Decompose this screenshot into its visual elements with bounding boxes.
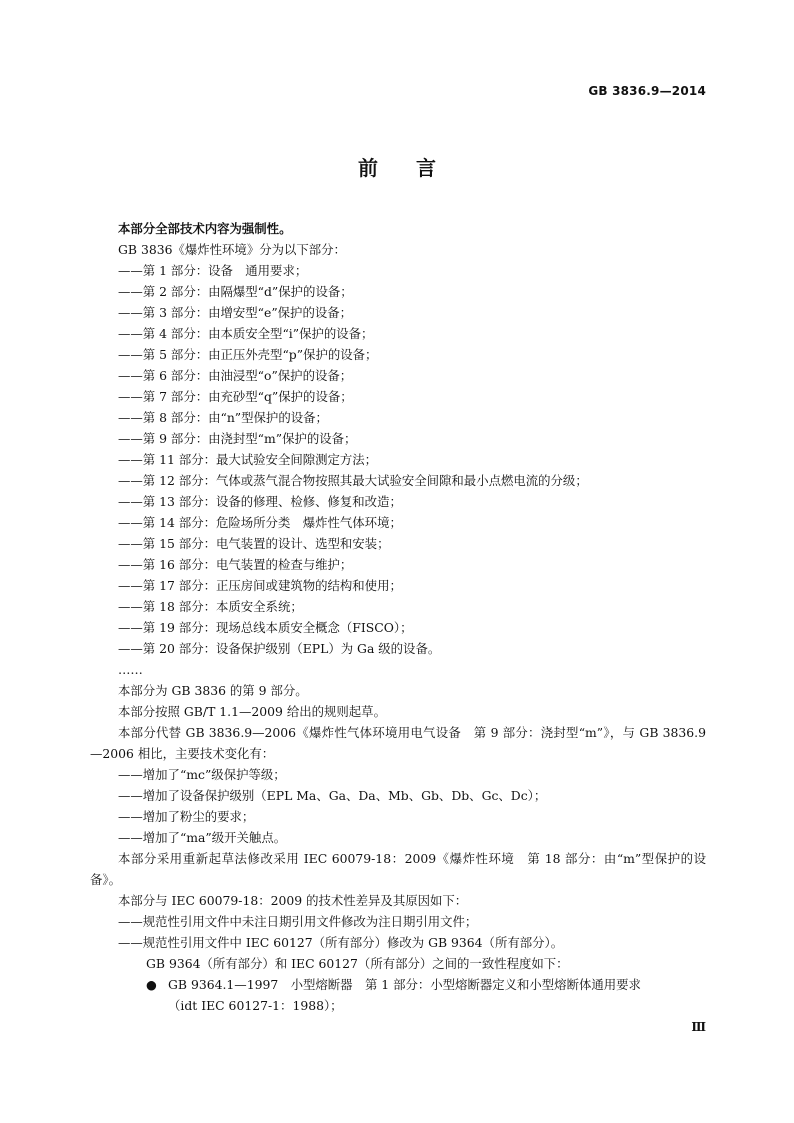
list-item-part: ——第 13 部分：设备的修理、检修、修复和改造； <box>118 494 402 509</box>
list-item-change: ——增加了“ma”级开关触点。 <box>118 830 287 845</box>
page-number: Ⅲ <box>691 1020 706 1034</box>
drafting-statement: 本部分按照 GB/T 1.1—2009 给出的规则起草。 <box>118 704 386 719</box>
ellipsis: …… <box>118 662 143 677</box>
bullet-text: GB 9364.1—1997 小型熔断器 第 1 部分：小型熔断器定义和小型熔断体通用要求 <box>168 977 641 992</box>
differences-intro: 本部分与 IEC 60079-18：2009 的技术性差异及其原因如下： <box>118 893 468 908</box>
list-item-change: ——增加了设备保护级别（EPL Ma、Ga、Da、Mb、Gb、Db、Gc、Dc）； <box>118 788 547 803</box>
list-item-part: ——第 1 部分：设备 通用要求； <box>118 263 308 278</box>
list-item-difference: ——规范性引用文件中未注日期引用文件修改为注日期引用文件； <box>118 914 478 929</box>
list-item-change: ——增加了“mc”级保护等级； <box>118 767 286 782</box>
list-item-part: ——第 18 部分：本质安全系统； <box>118 599 303 614</box>
bullet-continuation: （idt IEC 60127-1：1988）； <box>168 998 343 1013</box>
adoption-statement: 本部分采用重新起草法修改采用 IEC 60079-18：2009《爆炸性环境 第 18 部分：由“m”型保护的设备》。 <box>90 851 706 887</box>
list-item-change: ——增加了粉尘的要求； <box>118 809 255 824</box>
is-part-statement: 本部分为 GB 3836 的第 9 部分。 <box>118 683 308 698</box>
consistency-intro: GB 9364（所有部分）和 IEC 60127（所有部分）之间的一致性程度如下： <box>146 956 569 971</box>
list-item-difference: ——规范性引用文件中 IEC 60127（所有部分）修改为 GB 9364（所有部分）。 <box>118 935 564 950</box>
page-title: 前言 <box>358 156 474 180</box>
mandatory-statement: 本部分全部技术内容为强制性。 <box>118 221 292 236</box>
bullet-list-item <box>90 974 706 995</box>
list-item-part: ——第 2 部分：由隔爆型“d”保护的设备； <box>118 284 353 299</box>
list-item-part: ——第 7 部分：由充砂型“q”保护的设备； <box>118 389 353 404</box>
list-item-part: ——第 12 部分：气体或蒸气混合物按照其最大试验安全间隙和最小点燃电流的分级； <box>118 473 588 488</box>
list-item-part: ——第 17 部分：正压房间或建筑物的结构和使用； <box>118 578 402 593</box>
list-item-part: ——第 14 部分：危险场所分类 爆炸性气体环境； <box>118 515 402 530</box>
list-item-part: ——第 15 部分：电气装置的设计、选型和安装； <box>118 536 390 551</box>
list-item-part: ——第 11 部分：最大试验安全间隙测定方法； <box>118 452 378 467</box>
list-item-part: ——第 3 部分：由增安型“e”保护的设备； <box>118 305 353 320</box>
list-item-part: ——第 5 部分：由正压外壳型“p”保护的设备； <box>118 347 378 362</box>
parts-intro: GB 3836《爆炸性环境》分为以下部分： <box>118 242 346 257</box>
list-item-part: ——第 9 部分：由浇封型“m”保护的设备； <box>118 431 357 446</box>
standard-number: GB 3836.9—2014 <box>588 84 706 98</box>
list-item-part: ——第 20 部分：设备保护级别（EPL）为 Ga 级的设备。 <box>118 641 441 656</box>
list-item-part: ——第 8 部分：由“n”型保护的设备； <box>118 410 328 425</box>
replaces-statement: 本部分代替 GB 3836.9—2006《爆炸性气体环境用电气设备 第 9 部分：浇封型“m”》，与 GB 3836.9—2006 相比，主要技术变化有： <box>90 725 706 761</box>
list-item-part: ——第 19 部分：现场总线本质安全概念（FISCO）； <box>118 620 413 635</box>
bullet-icon: ● <box>146 977 157 992</box>
list-item-part: ——第 16 部分：电气装置的检查与维护； <box>118 557 353 572</box>
document-body <box>90 218 706 1016</box>
list-item-part: ——第 4 部分：由本质安全型“i”保护的设备； <box>118 326 374 341</box>
list-item-part: ——第 6 部分：由油浸型“o”保护的设备； <box>118 368 353 383</box>
